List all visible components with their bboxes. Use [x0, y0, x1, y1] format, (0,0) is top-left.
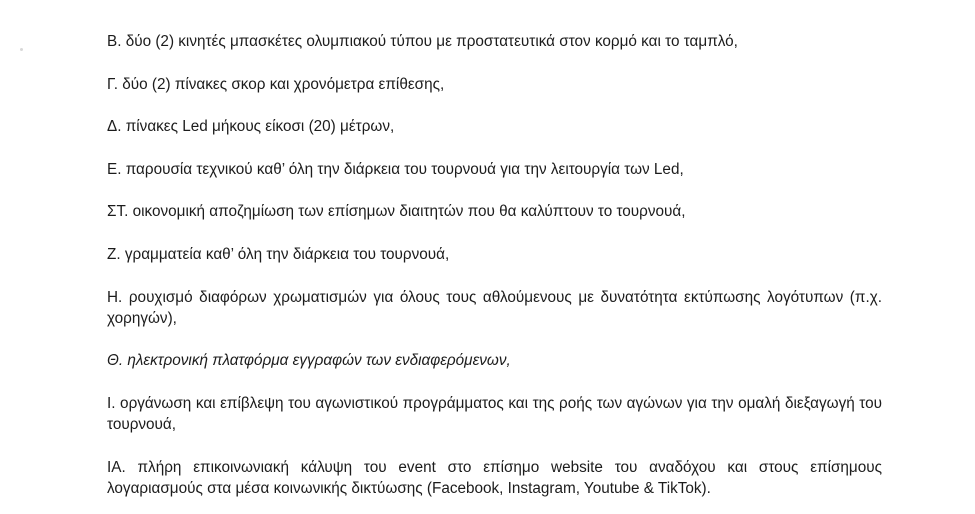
list-item-st: ΣΤ. οικονομική αποζημίωση των επίσημων διαιτητών που θα καλύπτουν το τουρνουά,: [107, 203, 686, 220]
list-item-b: Β. δύο (2) κινητές μπασκέτες ολυμπιακού τύπου με προστατευτικά στον κορμό και το ταμπλό,: [107, 33, 738, 50]
list-item-e: Ε. παρουσία τεχνικού καθ’ όλη την διάρκεια του τουρνουά για την λειτουργία των Led,: [107, 161, 684, 178]
list-item-d: Δ. πίνακες Led μήκους είκοσι (20) μέτρων,: [107, 118, 395, 135]
list-item-i: Ι. οργάνωση και επίβλεψη του αγωνιστικού προγράμματος και της ροής των αγώνων για την ομαλή διεξαγωγή του τουρνουά,: [107, 395, 882, 433]
list-item-ia: ΙΑ. πλήρη επικοινωνιακή κάλυψη του event στο επίσημο website του αναδόχου και στους επίσημους λογαριασμούς στα μέσα κοινωνικής δικτύωσης (Facebook, Instagram, Youtube & TikTok).: [107, 459, 882, 497]
scan-artifact: [20, 48, 23, 51]
list-item-h: Η. ρουχισμό διαφόρων χρωματισμών για όλους τους αθλούμενους με δυνατότητα εκτύπωσης λογότυπων (π.χ. χορηγών),: [107, 289, 882, 327]
list-item-g: Γ. δύο (2) πίνακες σκορ και χρονόμετρα επίθεσης,: [107, 76, 445, 93]
list-item-z: Ζ. γραμματεία καθ’ όλη την διάρκεια του τουρνουά,: [107, 246, 450, 263]
list-item-th: Θ. ηλεκτρονική πλατφόρμα εγγραφών των ενδιαφερόμενων,: [107, 352, 511, 369]
